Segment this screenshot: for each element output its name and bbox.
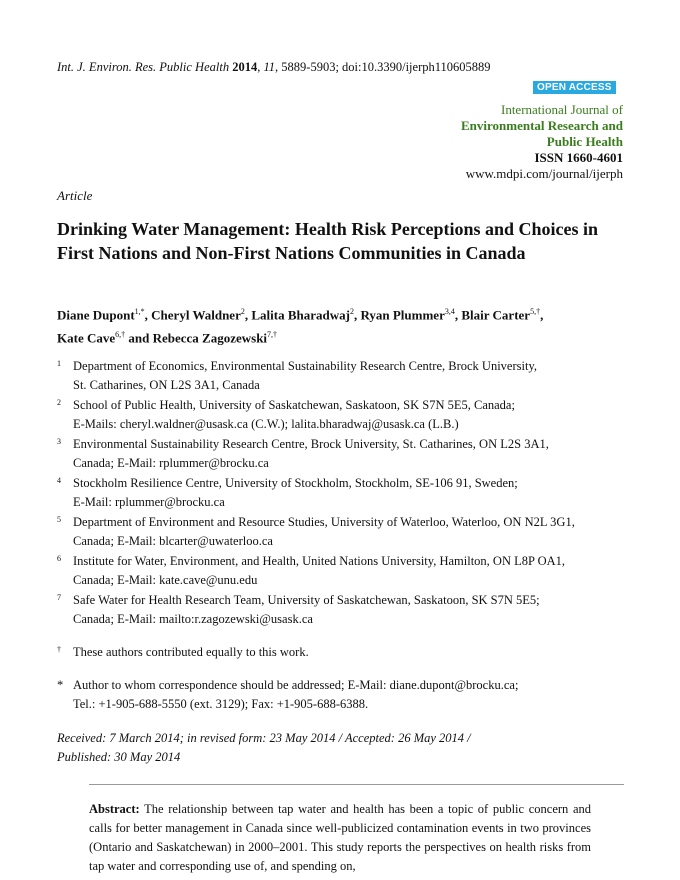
affiliation-line: Safe Water for Health Research Team, University of Saskatchewan, Saskatoon, SK S7N 5E5;	[73, 593, 540, 607]
affiliation-number: 4	[57, 476, 61, 485]
abstract	[89, 800, 591, 876]
affiliation-number: 6	[57, 554, 61, 563]
article-type: Article	[57, 188, 93, 203]
affiliation	[57, 357, 627, 395]
journal-issn: ISSN 1660-4601	[534, 150, 623, 165]
affiliation	[57, 474, 627, 512]
author: Cheryl Waldner	[151, 307, 241, 323]
author: Lalita Bharadwaj	[251, 307, 350, 323]
affiliation-line: St. Catharines, ON L2S 3A1, Canada	[73, 378, 260, 392]
affiliation	[57, 396, 627, 434]
citation-year: 2014	[232, 60, 258, 74]
journal-info	[461, 102, 623, 182]
citation-line: Int. J. Environ. Res. Public Health 2014, 11, 5889-5903; doi:10.3390/ijerph110605889	[57, 60, 491, 74]
affiliation-line: Department of Economics, Environmental Sustainability Research Centre, Brock University,	[73, 359, 538, 373]
journal-abbrev: Int. J. Environ. Res. Public Health	[57, 60, 230, 74]
affiliation-line: Canada; E-Mail: rplummer@brocku.ca	[73, 456, 269, 470]
author-sup: 1,*	[134, 307, 145, 316]
affiliation-line: Canada; E-Mail: blcarter@uwaterloo.ca	[73, 534, 273, 548]
affiliation-line: Canada; E-Mail: kate.cave@unu.edu	[73, 573, 258, 587]
divider	[89, 784, 624, 785]
affiliation-line: E-Mails: cheryl.waldner@usask.ca (C.W.); lalita.bharadwaj@usask.ca (L.B.)	[73, 417, 459, 431]
author: Kate Cave	[57, 330, 116, 346]
note-text: These authors contributed equally to this work.	[73, 645, 309, 659]
journal-name-line3: Public Health	[546, 134, 623, 149]
dates-line: Published: 30 May 2014	[57, 750, 181, 764]
affiliation-line: Department of Environment and Resource Studies, University of Waterloo, Waterloo, ON N2L 3G1,	[73, 515, 575, 529]
asterisk-symbol: *	[57, 678, 64, 692]
author-sup: 7,†	[267, 330, 278, 340]
affiliation-number: 1	[57, 359, 61, 368]
note-text: Author to whom correspondence should be addressed; E-Mail: diane.dupont@brocku.ca;	[73, 678, 519, 692]
author-sup: 3,4	[444, 307, 455, 316]
affiliation	[57, 552, 627, 590]
affiliation-number: 2	[57, 398, 61, 407]
affiliation-line: E-Mail: rplummer@brocku.ca	[73, 495, 225, 509]
correspondence-note	[57, 676, 627, 714]
open-access-badge: OPEN ACCESS	[533, 81, 616, 94]
journal-name-line2: Environmental Research and	[460, 118, 623, 133]
equal-contribution-note	[57, 643, 627, 662]
author-list: Diane Dupont$^{1,*}$, Cheryl Waldner$^2$, Lalita Bharadwaj$^2$, Ryan Plummer$^{3,4}$, Blair Carter$^{5,\dagger}$, Kate Cave$^{6,\dagger}$ and Rebecca Zagozewski$^{7,\dagger}$	[57, 307, 544, 346]
journal-name-line1: International Journal of	[500, 102, 623, 117]
affiliation-number: 7	[57, 593, 61, 602]
citation-pages-doi: , 5889-5903; doi:10.3390/ijerph110605889	[275, 60, 491, 74]
author-sup: 6,†	[115, 330, 126, 340]
affiliation-line: Environmental Sustainability Research Centre, Brock University, St. Catharines, ON L2S 3A1,	[73, 437, 549, 451]
affiliation-line: Stockholm Resilience Centre, University of Stockholm, Stockholm, SE-106 91, Sweden;	[73, 476, 518, 490]
author-sup: 2	[240, 307, 245, 316]
abstract-text: The relationship between tap water and health has been a topic of public concern and calls for better management in Canada since well-publicized contamination events in two provinces (Ontario and Saskatchewan) in 2000–2001. This study reports the perspectives on health risks from tap water and corresponding use of, and spending on,	[89, 802, 591, 873]
abstract-label: Abstract:	[89, 802, 140, 816]
affiliation-number: 3	[57, 437, 61, 446]
paper-title: Drinking Water Management: Health Risk Perceptions and Choices in First Nations and Non-First Nations Communities in Canada	[57, 219, 599, 263]
affiliation	[57, 435, 627, 473]
author-sup: 5,†	[530, 307, 541, 316]
author: Rebecca Zagozewski	[152, 330, 268, 346]
citation-volume: 11	[263, 60, 276, 74]
journal-url[interactable]: www.mdpi.com/journal/ijerph	[465, 166, 623, 181]
author: Blair Carter	[461, 307, 531, 323]
affiliation-line: Institute for Water, Environment, and Health, United Nations University, Hamilton, ON L8P OA1,	[73, 554, 566, 568]
affiliation-number: 5	[57, 515, 61, 524]
author: Ryan Plummer	[360, 307, 445, 323]
affiliation-line: Canada; E-Mail: mailto:r.zagozewski@usask.ca	[73, 612, 313, 626]
publication-dates	[57, 729, 617, 767]
affiliation-line: School of Public Health, University of Saskatchewan, Saskatoon, SK S7N 5E5, Canada;	[73, 398, 515, 412]
affiliation	[57, 591, 627, 629]
dates-line: Received: 7 March 2014; in revised form: 23 May 2014 / Accepted: 26 May 2014 /	[57, 731, 471, 745]
author-sup: 2	[349, 307, 354, 316]
note-text: Tel.: +1-905-688-5550 (ext. 3129); Fax: +1-905-688-6388.	[73, 697, 369, 711]
author: Diane Dupont	[57, 307, 135, 323]
affiliation	[57, 513, 627, 551]
dagger-symbol: †	[57, 645, 61, 654]
